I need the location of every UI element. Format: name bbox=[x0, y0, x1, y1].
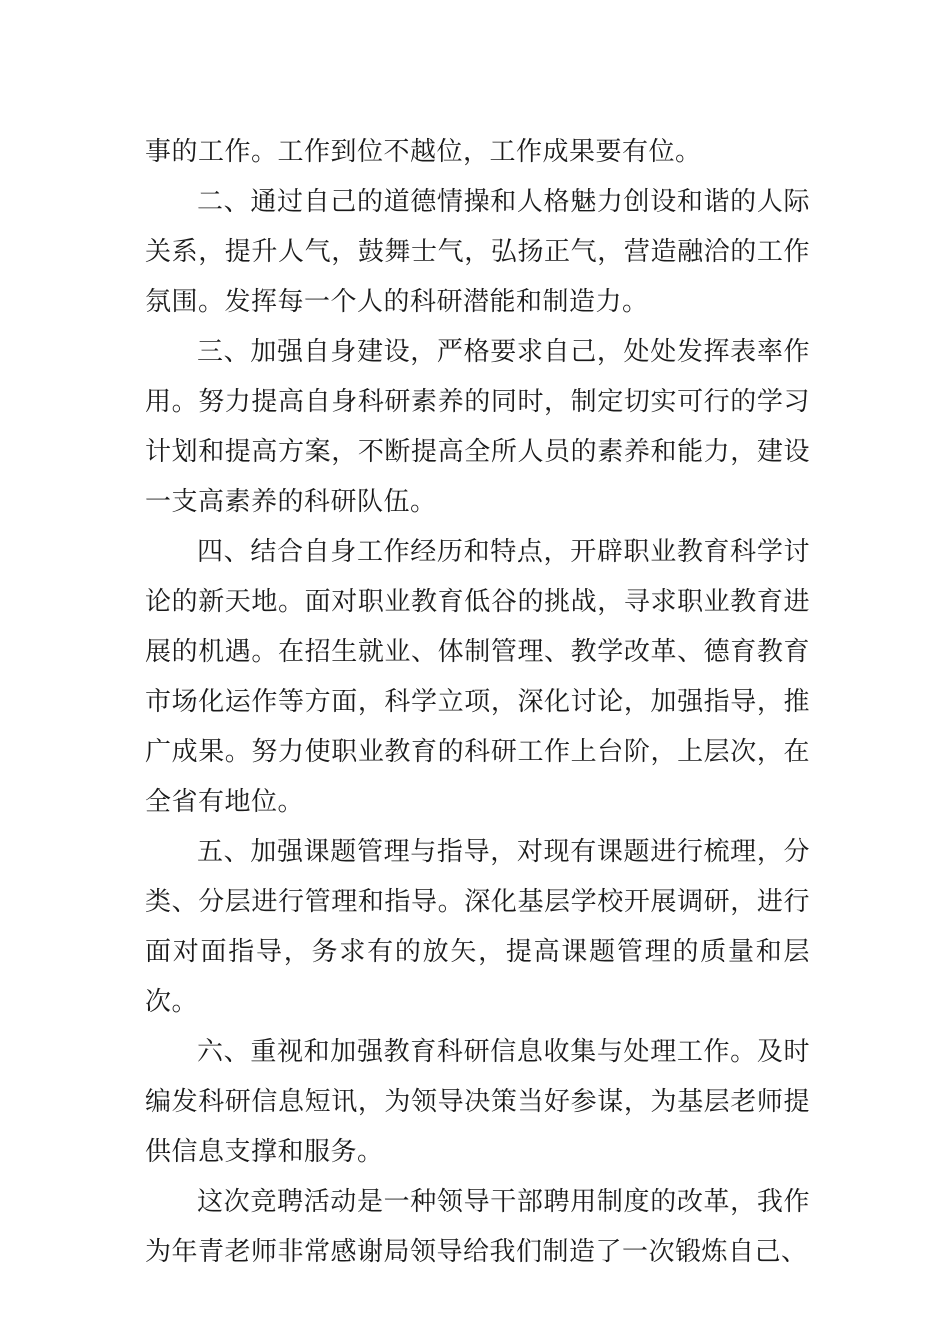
paragraph-item-6: 六、重视和加强教育科研信息收集与处理工作。及时编发科研信息短讯，为领导决策当好参谋，为基层老师提供信息支撑和服务。 bbox=[145, 1037, 810, 1167]
paragraph-closing: 这次竞聘活动是一种领导干部聘用制度的改革，我作为年青老师非常感谢局领导给我们制造了一次锻炼自己、 bbox=[145, 1187, 810, 1267]
paragraph-item-4: 四、结合自身工作经历和特点，开辟职业教育科学讨论的新天地。面对职业教育低谷的挑战，寻求职业教育进展的机遇。在招生就业、体制管理、教学改革、德育教育市场化运作等方面，科学立项，深化讨论，加强指导，推广成果。努力使职业教育的科研工作上台阶，上层次，在全省有地位。 bbox=[145, 537, 810, 817]
paragraph-item-5: 五、加强课题管理与指导，对现有课题进行梳理，分类、分层进行管理和指导。深化基层学校开展调研，进行面对面指导，务求有的放矢，提高课题管理的质量和层次。 bbox=[145, 837, 810, 1017]
document-body bbox=[145, 127, 810, 1277]
paragraph-item-3: 三、加强自身建设，严格要求自己，处处发挥表率作用。努力提高自身科研素养的同时，制定切实可行的学习计划和提高方案，不断提高全所人员的素养和能力，建设一支高素养的科研队伍。 bbox=[145, 337, 810, 517]
paragraph-continuation: 事的工作。工作到位不越位，工作成果要有位。 bbox=[145, 137, 702, 167]
paragraph-item-2: 二、通过自己的道德情操和人格魅力创设和谐的人际关系，提升人气，鼓舞士气，弘扬正气，营造融洽的工作氛围。发挥每一个人的科研潜能和制造力。 bbox=[145, 187, 810, 317]
